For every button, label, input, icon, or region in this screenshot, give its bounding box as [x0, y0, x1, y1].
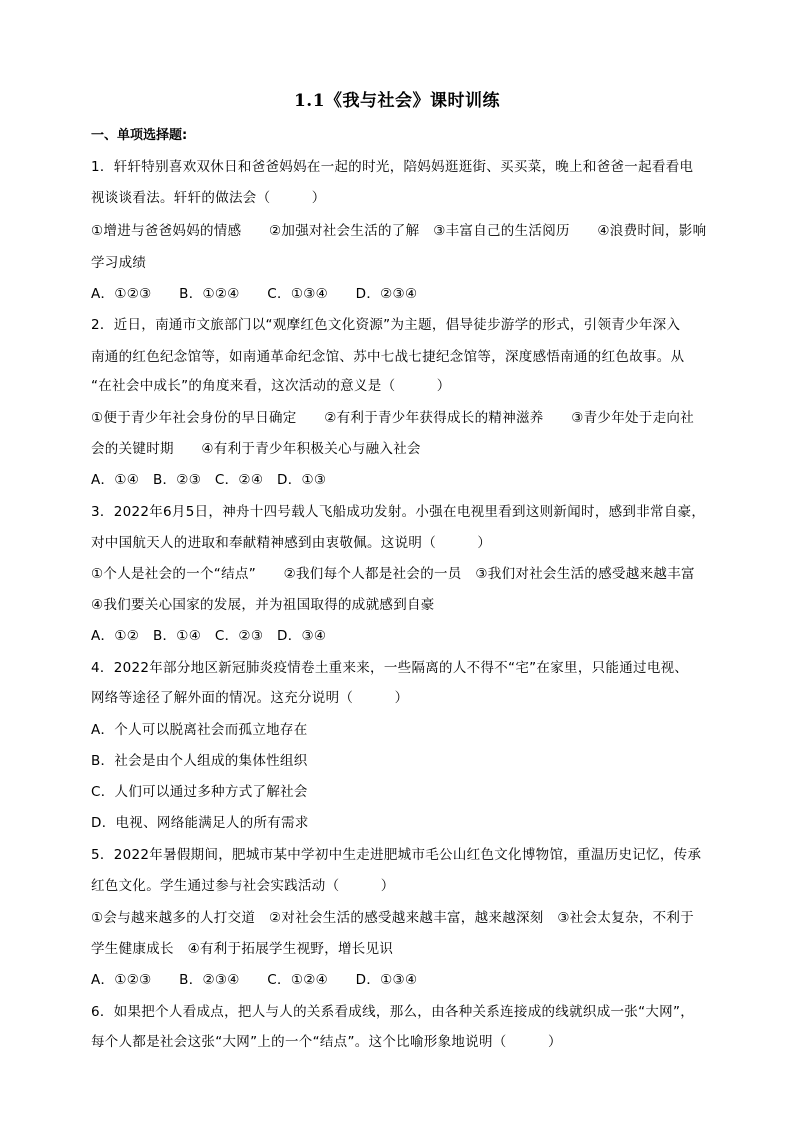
text-line: A．①②③ B．①②④ C．①③④ D．②③④	[91, 286, 418, 302]
text-line: D．电视、网络能满足人的所有需求	[91, 815, 309, 831]
section-heading: 一、单项选择题:	[91, 128, 188, 143]
text-line: 6．如果把个人看成点，把人与人的关系看成线，那么，由各种关系连接成的线就织成一张“大网”，	[91, 1004, 695, 1020]
text-line: 3．2022年6月5日，神舟十四号载人飞船成功发射。小强在电视里看到这则新闻时，感到非常自豪，	[91, 504, 706, 520]
text-line: “在社会中成长”的角度来看，这次活动的意义是（ ）	[91, 378, 451, 394]
page-title: 1.1《我与社会》课时训练	[293, 91, 501, 111]
text-line: 对中国航天人的进取和奉献精神感到由衷敬佩。这说明（ ）	[91, 535, 492, 551]
text-line: ①增进与爸爸妈妈的情感 ②加强对社会生活的了解 ③丰富自己的生活阅历 ④浪费时间，影响	[91, 223, 707, 239]
text-line: 南通的红色纪念馆等，如南通革命纪念馆、苏中七战七捷纪念馆等，深度感悟南通的红色故事。从	[91, 349, 685, 365]
text-line: ④我们要关心国家的发展，并为祖国取得的成就感到自豪	[91, 597, 435, 613]
text-line: 会的关键时期 ④有利于青少年积极关心与融入社会	[91, 441, 421, 457]
text-line: A．①② B．①④ C．②③ D．③④	[91, 628, 327, 644]
text-line: 学习成绩	[91, 255, 147, 271]
text-line: A．①②③ B．②③④ C．①②④ D．①③④	[91, 972, 418, 988]
text-line: 2．近日，南通市文旅部门以“观摩红色文化资源”为主题，倡导徒步游学的形式，引领青少年深入	[91, 317, 681, 333]
text-line: 视谈谈看法。轩轩的做法会（ ）	[91, 190, 326, 206]
text-line: 学生健康成长 ④有利于拓展学生视野，增长见识	[91, 941, 394, 957]
text-line: ①会与越来越多的人打交道 ②对社会生活的感受越来越丰富，越来越深刻 ③社会太复杂，不利于	[91, 910, 695, 926]
text-line: 5．2022年暑假期间，肥城市某中学初中生走进肥城市毛公山红色文化博物馆，重温历史记忆，传承	[91, 847, 702, 863]
text-line: ①个人是社会的一个“结点” ②我们每个人都是社会的一员 ③我们对社会生活的感受越来越丰富	[91, 566, 695, 582]
text-line: A．个人可以脱离社会而孤立地存在	[91, 722, 308, 738]
text-line: 1．轩轩特别喜欢双休日和爸爸妈妈在一起的时光，陪妈妈逛逛街、买买菜，晚上和爸爸一起看看电	[91, 159, 694, 175]
text-line: 4．2022年部分地区新冠肺炎疫情卷土重来来，一些隔离的人不得不“宅”在家里，只能通过电视、	[91, 660, 689, 676]
text-line: 每个人都是社会这张“大网”上的一个“结点”。这个比喻形象地说明（ ）	[91, 1034, 562, 1050]
text-line: B．社会是由个人组成的集体性组织	[91, 753, 308, 769]
text-line: C．人们可以通过多种方式了解社会	[91, 784, 308, 800]
text-line: 网络等途径了解外面的情况。这充分说明（ ）	[91, 690, 409, 706]
text-line: A．①④ B．②③ C．②④ D．①③	[91, 472, 327, 488]
text-line: 红色文化。学生通过参与社会实践活动（ ）	[91, 878, 395, 894]
text-line: ①便于青少年社会身份的早日确定 ②有利于青少年获得成长的精神滋养 ③青少年处于走向社	[91, 410, 695, 426]
